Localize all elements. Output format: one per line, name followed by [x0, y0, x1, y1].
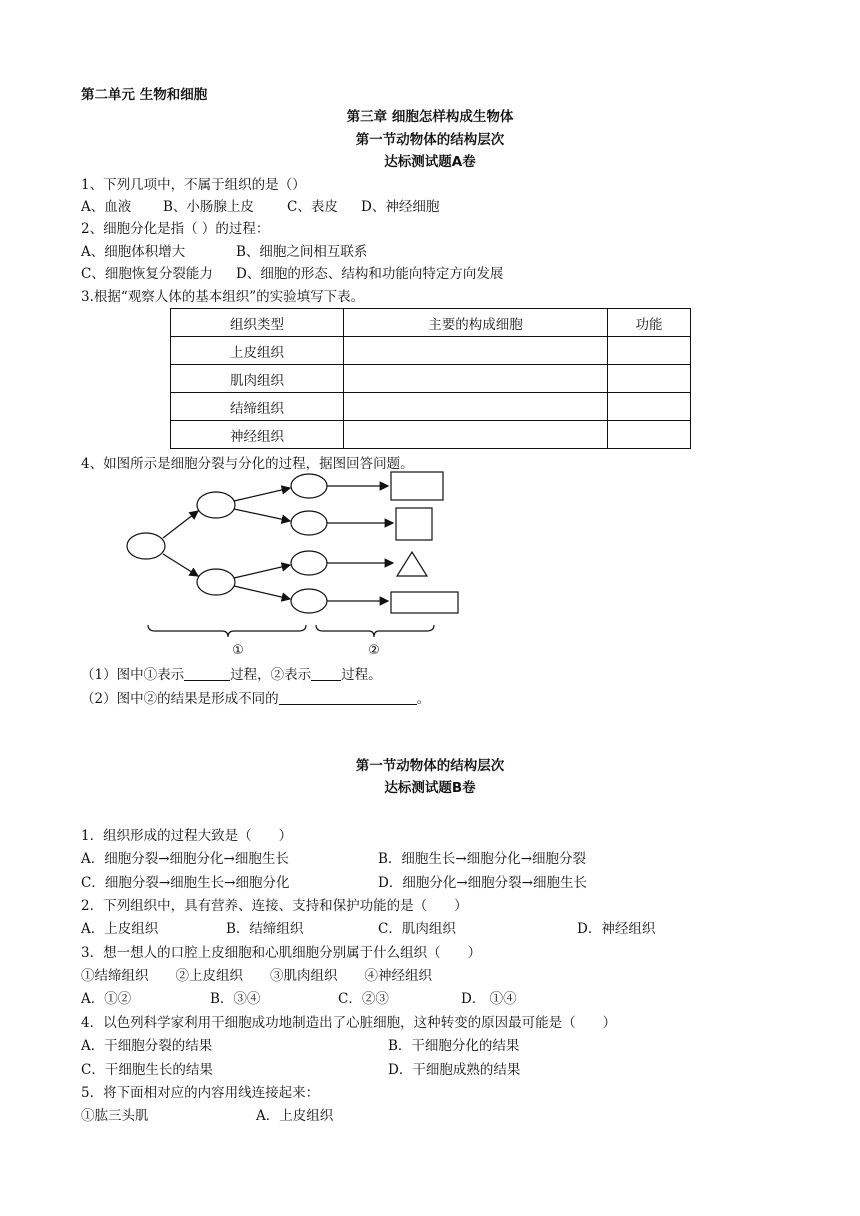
header-tissue-type: 组织类型: [171, 309, 344, 337]
b-q3-options: ①结缔组织 ②上皮组织 ③肌肉组织 ④神经组织: [81, 968, 432, 984]
a-q1-option-a: A、血液: [81, 199, 132, 215]
arrow: [234, 488, 290, 501]
a-q4-sub2-part2: 。: [416, 691, 431, 707]
a-q4-sub2-part1: （2）图中②的结果是形成不同的: [81, 691, 279, 707]
answer-cell[interactable]: [608, 393, 691, 421]
label-1: ①: [232, 643, 244, 658]
b-q1-option-c: C．细胞分裂→细胞生长→细胞分化: [81, 875, 290, 891]
answer-cell[interactable]: [344, 365, 608, 393]
b-q4-option-a: A．干细胞分裂的结果: [81, 1038, 213, 1054]
a-q4-sub1: [81, 666, 382, 684]
b-q1-option-a: A．细胞分裂→细胞分化→细胞生长: [81, 851, 289, 867]
cell-ellipse: [197, 569, 235, 595]
a-q2-stem: 2、细胞分化是指（ ）的过程：: [81, 221, 270, 237]
table-row: [171, 337, 691, 365]
tissue-name: 结缔组织: [171, 393, 344, 421]
section-a-test-title: 达标测试题A卷: [384, 154, 476, 170]
cell-division-diagram: [118, 466, 468, 658]
tissue-name: 神经组织: [171, 421, 344, 449]
label-2: ②: [368, 643, 380, 658]
b-q5-right-item[interactable]: A．上皮组织: [256, 1108, 334, 1124]
header-main-cells: 主要的构成细胞: [344, 309, 608, 337]
b-q3-option-b: B．③④: [210, 991, 261, 1007]
answer-cell[interactable]: [608, 337, 691, 365]
a-q4-sub1-part2: 过程，②表示: [230, 667, 312, 683]
brace-2: [316, 625, 434, 637]
answer-blank[interactable]: [311, 666, 341, 681]
b-q3-option-c: C．②③: [338, 991, 389, 1007]
tissue-table: [170, 308, 691, 449]
b-q3-option-a: A．①②: [81, 991, 132, 1007]
triangle-shape: [397, 552, 427, 576]
answer-cell[interactable]: [344, 421, 608, 449]
b-q5-left-item[interactable]: ①肱三头肌: [81, 1108, 149, 1124]
arrow: [234, 586, 290, 599]
answer-cell[interactable]: [344, 337, 608, 365]
a-q4-sub2: [81, 690, 430, 708]
tissue-name: 上皮组织: [171, 337, 344, 365]
b-q4-option-d: D．干细胞成熟的结果: [388, 1062, 521, 1078]
tissue-table-header-row: [171, 309, 691, 337]
b-q3-stem: 3．想一想人的口腔上皮细胞和心肌细胞分别属于什么组织（ ）: [81, 945, 482, 961]
b-q2-option-a: A．上皮组织: [81, 921, 159, 937]
answer-blank[interactable]: [184, 666, 230, 681]
unit-title: 第二单元 生物和细胞: [81, 87, 208, 103]
a-q1-stem: 1、下列几项中，不属于组织的是（）: [81, 177, 306, 193]
answer-cell[interactable]: [344, 393, 608, 421]
arrow: [234, 509, 290, 521]
a-q4-sub1-part1: （1）图中①表示: [81, 667, 185, 683]
b-q2-stem: 2．下列组织中，具有营养、连接、支持和保护功能的是（ ）: [81, 898, 468, 914]
brace-1: [148, 625, 306, 637]
answer-cell[interactable]: [608, 365, 691, 393]
arrow: [234, 565, 290, 578]
b-q1-option-b: B．细胞生长→细胞分化→细胞分裂: [378, 851, 587, 867]
tissue-name: 肌肉组织: [171, 365, 344, 393]
cell-ellipse: [291, 551, 327, 575]
b-q1-option-d: D．细胞分化→细胞分裂→细胞生长: [378, 875, 587, 891]
a-q4-sub1-part3: 过程。: [341, 667, 382, 683]
section-b-test-title: 达标测试题B卷: [384, 780, 476, 796]
b-q4-stem: 4．以色列科学家利用干细胞成功地制造出了心脏细胞，这种转变的原因最可能是（ ）: [81, 1015, 617, 1031]
b-q2-option-b: B．结缔组织: [226, 921, 304, 937]
cell-ellipse: [291, 589, 327, 613]
a-q2-option-c: C、细胞恢复分裂能力: [81, 266, 213, 282]
cell-ellipse: [197, 492, 235, 518]
cell-ellipse: [127, 533, 165, 559]
cell-ellipse: [291, 511, 327, 535]
a-q1-option-b: B、小肠腺上皮: [163, 199, 254, 215]
b-q2-option-d: D．神经组织: [577, 921, 656, 937]
arrow: [163, 511, 198, 538]
header-function: 功能: [608, 309, 691, 337]
a-q2-option-a: A、细胞体积增大: [81, 244, 186, 260]
b-q2-option-c: C．肌肉组织: [378, 921, 456, 937]
b-q4-option-c: C．干细胞生长的结果: [81, 1062, 213, 1078]
cell-ellipse: [291, 474, 327, 498]
table-row: [171, 393, 691, 421]
table-row: [171, 365, 691, 393]
wide-rectangle-shape: [391, 472, 443, 500]
b-q1-stem: 1．组织形成的过程大致是（ ）: [81, 828, 293, 844]
chapter-title: 第三章 细胞怎样构成生物体: [346, 109, 514, 125]
arrow: [163, 554, 198, 576]
b-q3-option-d: D． ①④: [461, 991, 517, 1007]
a-q2-option-b: B、细胞之间相互联系: [236, 244, 368, 260]
section-b-title: 第一节动物体的结构层次: [355, 758, 505, 774]
a-q1-option-c: C、表皮: [287, 199, 338, 215]
a-q4-stem: 4、如图所示是细胞分裂与分化的过程，据图回答问题。: [81, 456, 414, 472]
b-q4-option-b: B．干细胞分化的结果: [388, 1038, 520, 1054]
table-row: [171, 421, 691, 449]
b-q5-stem: 5．将下面相对应的内容用线连接起来：: [81, 1085, 320, 1101]
long-rectangle-shape: [391, 592, 458, 613]
square-shape: [396, 508, 432, 540]
a-q3-stem: 3.根据“观察人体的基本组织”的实验填写下表。: [81, 289, 365, 305]
answer-blank[interactable]: [279, 690, 417, 705]
section-a-title: 第一节动物体的结构层次: [355, 132, 505, 148]
a-q2-option-d: D、细胞的形态、结构和功能向特定方向发展: [236, 266, 504, 282]
a-q1-option-d: D、神经细胞: [361, 199, 440, 215]
answer-cell[interactable]: [608, 421, 691, 449]
